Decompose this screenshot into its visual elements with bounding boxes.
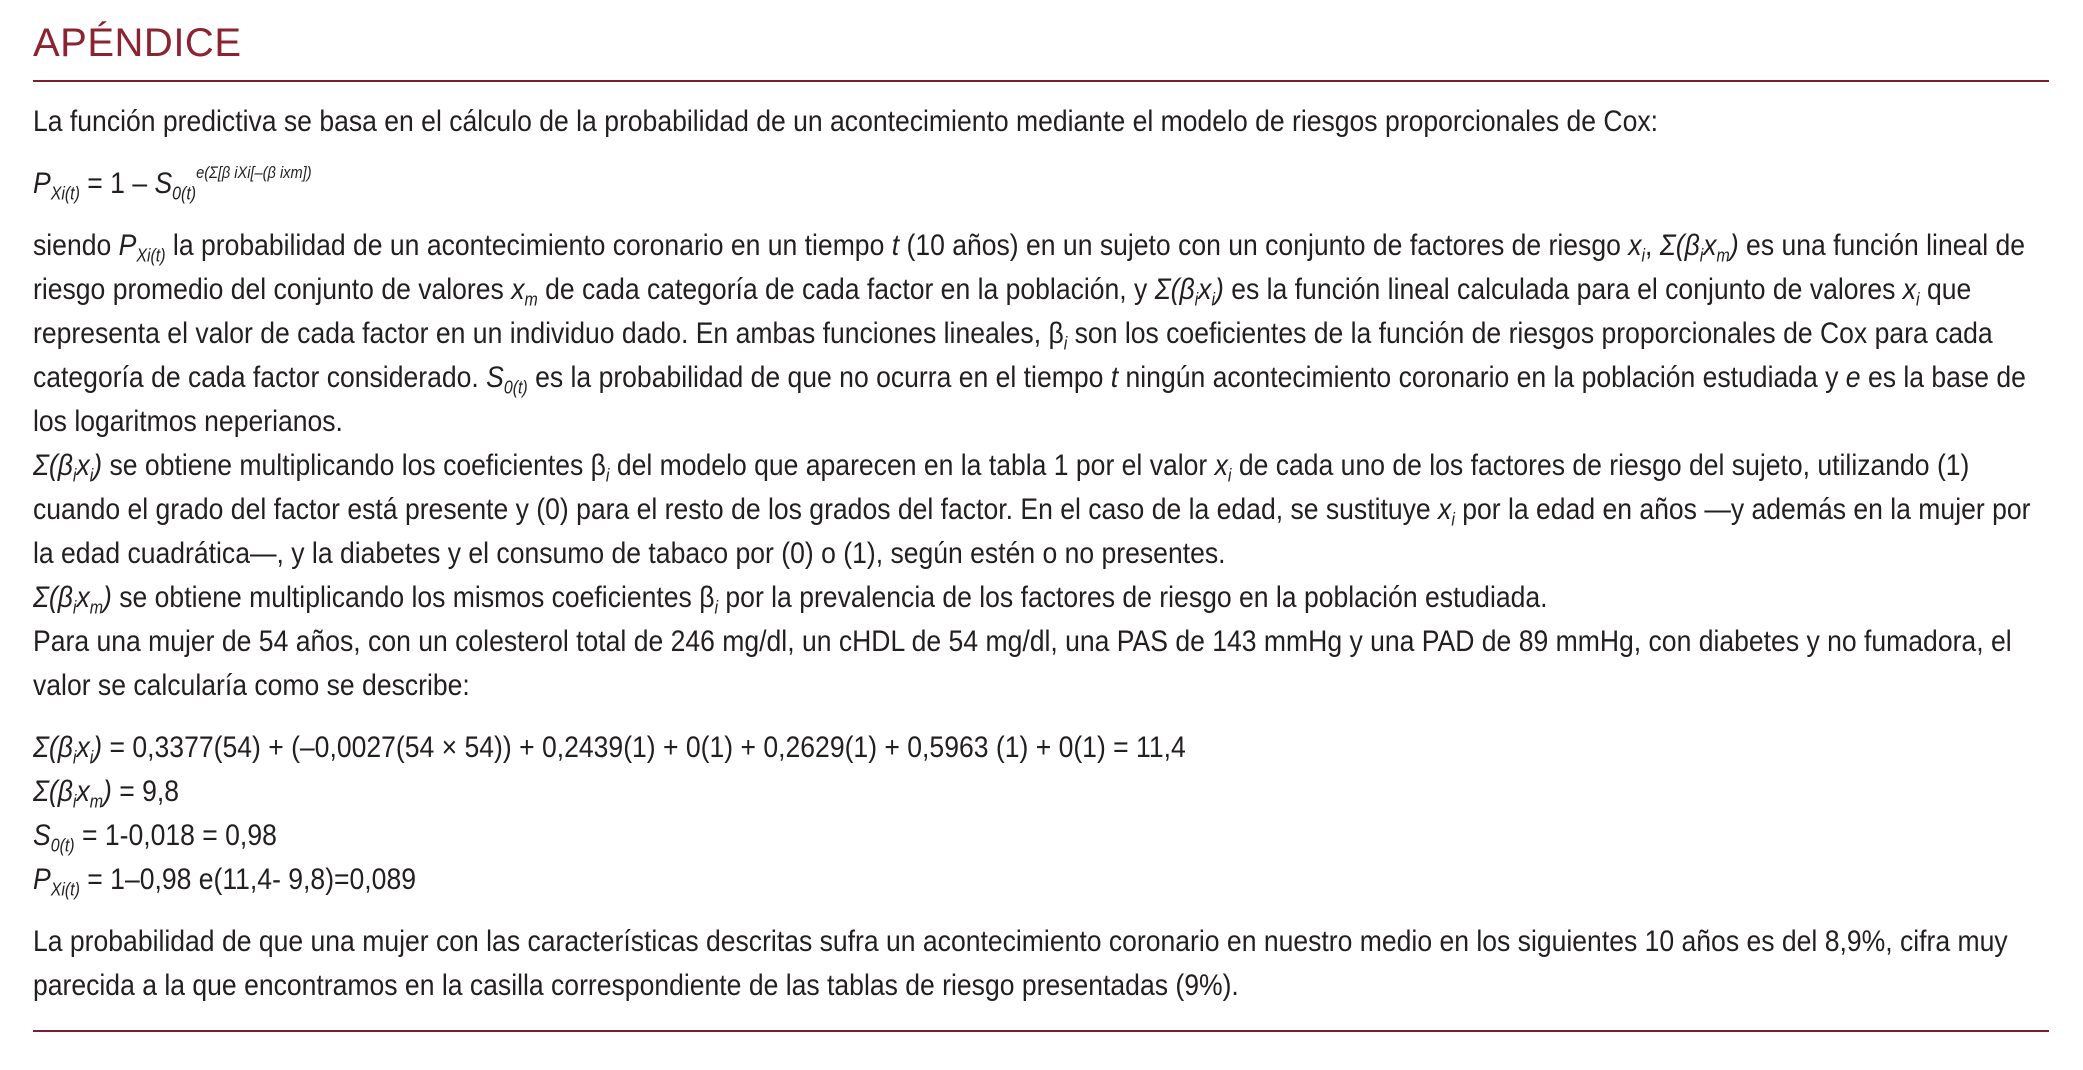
p-symbol: P — [33, 863, 51, 896]
sum-symbol: Σ(β — [33, 581, 73, 614]
text-run: la probabilidad de un acontecimiento coronario en un tiempo — [165, 229, 892, 262]
beta-subscript: i — [714, 597, 719, 618]
s-symbol: S — [154, 167, 173, 200]
s-subscript: 0(t) — [503, 377, 528, 398]
sum-close: ) — [93, 731, 103, 764]
definitions-paragraph — [33, 224, 2051, 444]
text-run: es la función lineal calculada para el conjunto de valores — [1223, 273, 1903, 306]
calc-line-2 — [33, 770, 2051, 814]
intro-paragraph: La función predictiva se basa en el cálculo de la probabilidad de un acontecimiento mediante el modelo de riesgos proporcionales de Cox: — [33, 105, 1658, 138]
text-run: es una función lineal de riesgo promedio del conjunto de valores — [33, 229, 2026, 306]
sum-symbol: Σ(β — [33, 731, 73, 764]
beta-subscript: i — [1063, 333, 1068, 354]
text-run: siendo — [33, 229, 119, 262]
sum-symbol: Σ(β — [33, 449, 73, 482]
x-symbol: x — [76, 731, 90, 764]
text-run: son los coeficientes de la función de riesgos proporcionales de Cox para cada categoría de cada factor considerado. — [33, 317, 1993, 394]
x-symbol: x — [511, 273, 525, 306]
calc-expression: = 9,8 — [111, 775, 180, 808]
beta-symbol: β — [1048, 317, 1064, 350]
appendix-heading: APÉNDICE — [33, 21, 242, 65]
text-run: (10 años) en un sujeto con un conjunto de factores de riesgo — [899, 229, 1629, 262]
x-symbol: x — [1902, 273, 1917, 306]
top-divider — [33, 80, 2049, 82]
beta-symbol: β — [590, 449, 606, 482]
sum-xm-paragraph — [33, 576, 2051, 620]
sum-close: ) — [103, 775, 112, 808]
beta-symbol: β — [699, 581, 715, 614]
x-subscript: i — [1641, 245, 1646, 266]
s-subscript: 0(t) — [50, 835, 75, 856]
calc-line-4 — [33, 858, 2051, 902]
bottom-divider — [33, 1030, 2049, 1032]
calc-line-1 — [33, 726, 2051, 770]
x-symbol: x — [76, 449, 90, 482]
sum-close: ) — [1729, 229, 1739, 262]
beta-subscript: i — [72, 465, 77, 486]
sum-xi-paragraph — [33, 444, 2051, 576]
sum-symbol: Σ(β — [33, 775, 73, 808]
calc-expression: = 1–0,98 e(11,4- 9,8)=0,089 — [79, 863, 416, 896]
x-subscript: i — [1211, 289, 1216, 310]
text-run: es la base de los logaritmos neperianos. — [33, 361, 2026, 438]
p-symbol: P — [33, 167, 51, 200]
example-paragraph: Para una mujer de 54 años, con un colesterol total de 246 mg/dl, un cHDL de 54 mg/dl, una PAS de 143 mmHg y una PAD de 89 mmHg, con diabetes y no fumadora, el valor se calcularía como se describe: — [33, 625, 2012, 702]
calc-expression: = 0,3377(54) + (–0,0027(54 × 54)) + 0,2439(1) + 0(1) + 0,2629(1) + 0,5963 (1) + 0(1) = 11,4 — [102, 731, 1186, 764]
formula-middle: = 1 – — [79, 167, 155, 200]
s-symbol: S — [486, 361, 504, 394]
formula-exponent: e(Σ[β iXi[–(β ixm]) — [196, 164, 312, 183]
sum-close: ) — [103, 581, 112, 614]
p-subscript: Xi(t) — [50, 183, 80, 204]
sum-close: ) — [93, 449, 103, 482]
x-subscript: i — [1916, 289, 1920, 310]
x-symbol: x — [1214, 449, 1228, 482]
x-symbol: x — [76, 775, 90, 808]
p-symbol: P — [118, 229, 137, 262]
text-run: es la probabilidad de que no ocurra en el tiempo — [527, 361, 1111, 394]
x-subscript: m — [89, 597, 104, 618]
x-subscript: i — [1227, 465, 1232, 486]
text-run: que representa el valor de cada factor en un individuo dado. En ambas funciones lineales, — [33, 273, 1972, 350]
calc-expression: = 1-0,018 = 0,98 — [74, 819, 277, 852]
t-symbol: t — [1110, 361, 1119, 394]
x-symbol: x — [76, 581, 90, 614]
t-symbol: t — [891, 229, 900, 262]
sum-close: ) — [1215, 273, 1224, 306]
p-subscript: Xi(t) — [136, 245, 166, 266]
text-run: del modelo que aparecen en la tabla 1 por el valor — [609, 449, 1215, 482]
beta-subscript: i — [72, 791, 77, 812]
x-subscript: m — [89, 791, 104, 812]
p-subscript: Xi(t) — [50, 879, 80, 900]
text-run: de cada uno de los factores de riesgo del sujeto, utilizando (1) cuando el grado del factor está presente y (0) para el resto de los grados del factor. En el caso de la edad, se sustituye — [33, 449, 1970, 526]
s-symbol: S — [33, 819, 51, 852]
x-subscript: i — [89, 465, 94, 486]
e-symbol: e — [1845, 361, 1861, 394]
text-run: se obtiene multiplicando los mismos coeficientes — [111, 581, 700, 614]
text-run: por la prevalencia de los factores de riesgo en la población estudiada. — [718, 581, 1548, 614]
x-subscript: i — [1451, 509, 1455, 530]
beta-subscript: i — [605, 465, 610, 486]
x-subscript: m — [1716, 245, 1730, 266]
s-subscript: 0(t) — [172, 183, 197, 204]
x-subscript: i — [89, 747, 94, 768]
cox-formula — [33, 162, 2051, 206]
x-subscript: m — [524, 289, 538, 310]
sum-symbol: Σ(β — [1659, 229, 1700, 262]
appendix-page — [33, 0, 2053, 1032]
beta-subscript: i — [1699, 245, 1704, 266]
beta-subscript: i — [72, 747, 77, 768]
appendix-body — [33, 100, 2051, 1008]
text-run: ningún acontecimiento coronario en la población estudiada y — [1118, 361, 1846, 394]
x-symbol: x — [1628, 229, 1642, 262]
sum-symbol: Σ(β — [1154, 273, 1195, 306]
text-run: , — [1645, 229, 1660, 262]
text-run: por la edad en años —y además en la mujer por la edad cuadrática—, y la diabetes y el consumo de tabaco por (0) o (1), según estén o no presentes. — [33, 493, 2031, 570]
text-run: se obtiene multiplicando los coeficientes — [102, 449, 591, 482]
x-symbol: x — [1703, 229, 1717, 262]
beta-subscript: i — [72, 597, 77, 618]
text-run: de cada categoría de cada factor en la población, y — [537, 273, 1155, 306]
calc-line-3 — [33, 814, 2051, 858]
x-symbol: x — [1438, 493, 1452, 526]
x-symbol: x — [1198, 273, 1212, 306]
beta-subscript: i — [1194, 289, 1199, 310]
conclusion-paragraph: La probabilidad de que una mujer con las características descritas sufra un acontecimiento coronario en nuestro medio en los siguientes 10 años es del 8,9%, cifra muy parecida a la que encontramos en la casilla correspondiente de las tablas de riesgo presentadas (9%). — [33, 925, 2008, 1002]
